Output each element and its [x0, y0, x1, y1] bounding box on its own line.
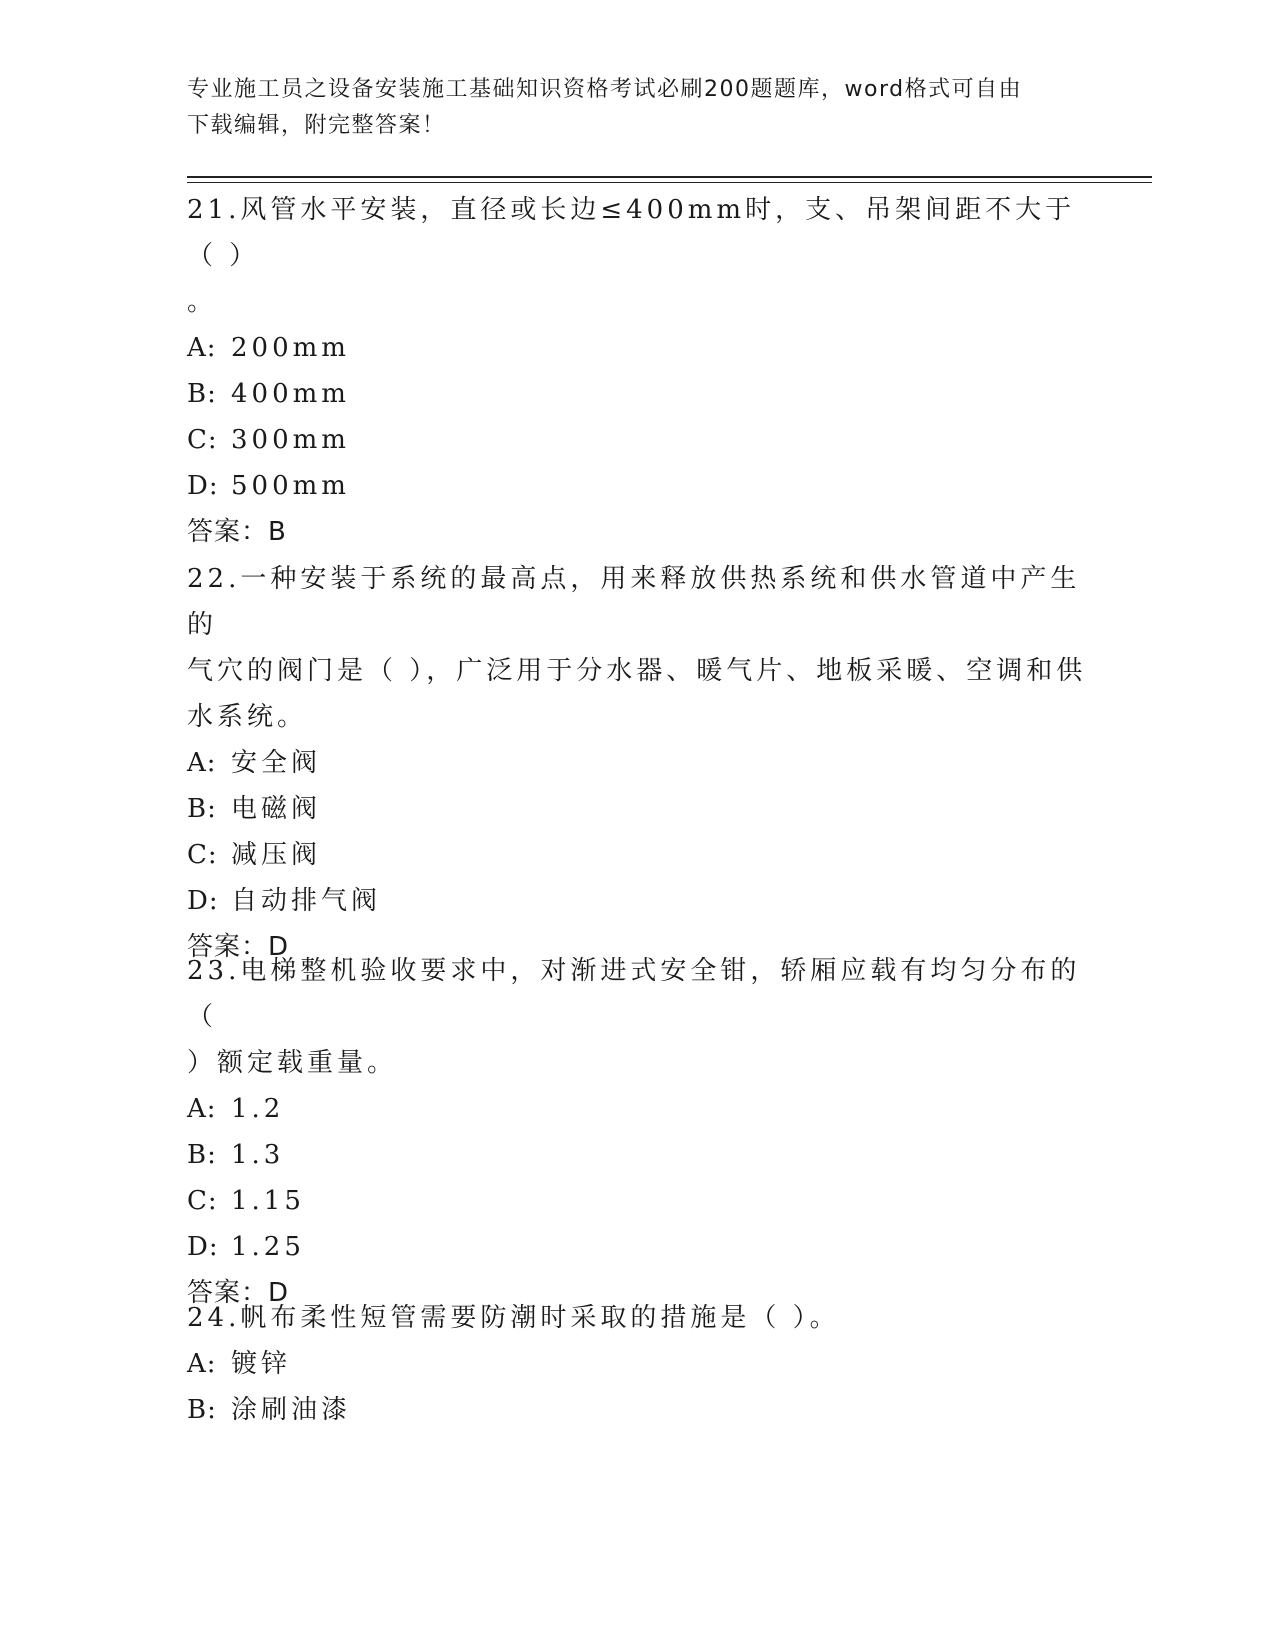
option-a	[187, 325, 1087, 371]
option-label: B:	[187, 1395, 217, 1425]
option-text: 电磁阀	[231, 794, 322, 824]
answer-line: 答案：B	[187, 517, 287, 547]
option-a	[187, 1341, 1087, 1387]
option-b	[187, 1387, 1087, 1433]
header-line-2: 下载编辑，附完整答案！	[187, 113, 446, 138]
option-text: 1.15	[231, 1186, 305, 1216]
option-text: 400mm	[231, 379, 350, 409]
option-text: 1.3	[231, 1140, 285, 1170]
option-text: 300mm	[231, 425, 350, 455]
question-24	[187, 1295, 1087, 1433]
question-stem-line: 气穴的阀门是（ ），广泛用于分水器、暖气片、地板采暖、空调和供	[187, 656, 1087, 686]
question-21	[187, 187, 1087, 555]
option-a	[187, 740, 1087, 786]
option-label: B:	[187, 1140, 217, 1170]
question-stem-line: 22.一种安装于系统的最高点，用来释放供热系统和供水管道中产生的	[187, 564, 1081, 640]
header-divider-thick	[187, 176, 1152, 178]
option-label: B:	[187, 379, 217, 409]
option-label: A:	[187, 748, 217, 778]
option-text: 减压阀	[231, 840, 322, 870]
question-stem-line: 23.电梯整机验收要求中，对渐进式安全钳，轿厢应载有均匀分布的（	[187, 956, 1081, 1032]
answer-line: 答案：D	[187, 932, 290, 962]
answer-line: 答案：D	[187, 1278, 290, 1308]
document-header	[187, 72, 1087, 144]
option-d	[187, 1224, 1087, 1270]
option-label: D:	[187, 471, 219, 501]
option-label: A:	[187, 1094, 217, 1124]
option-b	[187, 371, 1087, 417]
question-23	[187, 948, 1087, 1316]
option-text: 镀锌	[231, 1349, 292, 1379]
option-c	[187, 417, 1087, 463]
option-label: B:	[187, 794, 217, 824]
option-d	[187, 878, 1087, 924]
option-label: D:	[187, 886, 219, 916]
option-label: C:	[187, 840, 218, 870]
option-label: C:	[187, 1186, 218, 1216]
option-a	[187, 1086, 1087, 1132]
question-stem-line: ）额定载重量。	[187, 1048, 398, 1078]
option-c	[187, 832, 1087, 878]
question-22	[187, 556, 1087, 970]
option-b	[187, 786, 1087, 832]
option-text: 500mm	[231, 471, 350, 501]
question-stem-line: 21.风管水平安装，直径或长边≤400mm时，支、吊架间距不大于（ ）	[187, 195, 1076, 271]
option-text: 涂刷油漆	[231, 1395, 352, 1425]
option-label: D:	[187, 1232, 219, 1262]
option-text: 自动排气阀	[231, 886, 382, 916]
question-stem-line: 24.帆布柔性短管需要防潮时采取的措施是（ ）。	[187, 1303, 840, 1333]
option-label: A:	[187, 333, 217, 363]
option-text: 1.25	[231, 1232, 305, 1262]
option-b	[187, 1132, 1087, 1178]
option-d	[187, 463, 1087, 509]
option-text: 1.2	[231, 1094, 285, 1124]
header-line-1: 专业施工员之设备安装施工基础知识资格考试必刷200题题库，word格式可自由	[187, 77, 1023, 102]
option-c	[187, 1178, 1087, 1224]
question-stem-line: 。	[187, 287, 218, 317]
option-label: A:	[187, 1349, 217, 1379]
option-label: C:	[187, 425, 218, 455]
header-divider-thin	[187, 182, 1152, 183]
question-stem-line: 水系统。	[187, 702, 308, 732]
option-text: 200mm	[231, 333, 350, 363]
option-text: 安全阀	[231, 748, 322, 778]
